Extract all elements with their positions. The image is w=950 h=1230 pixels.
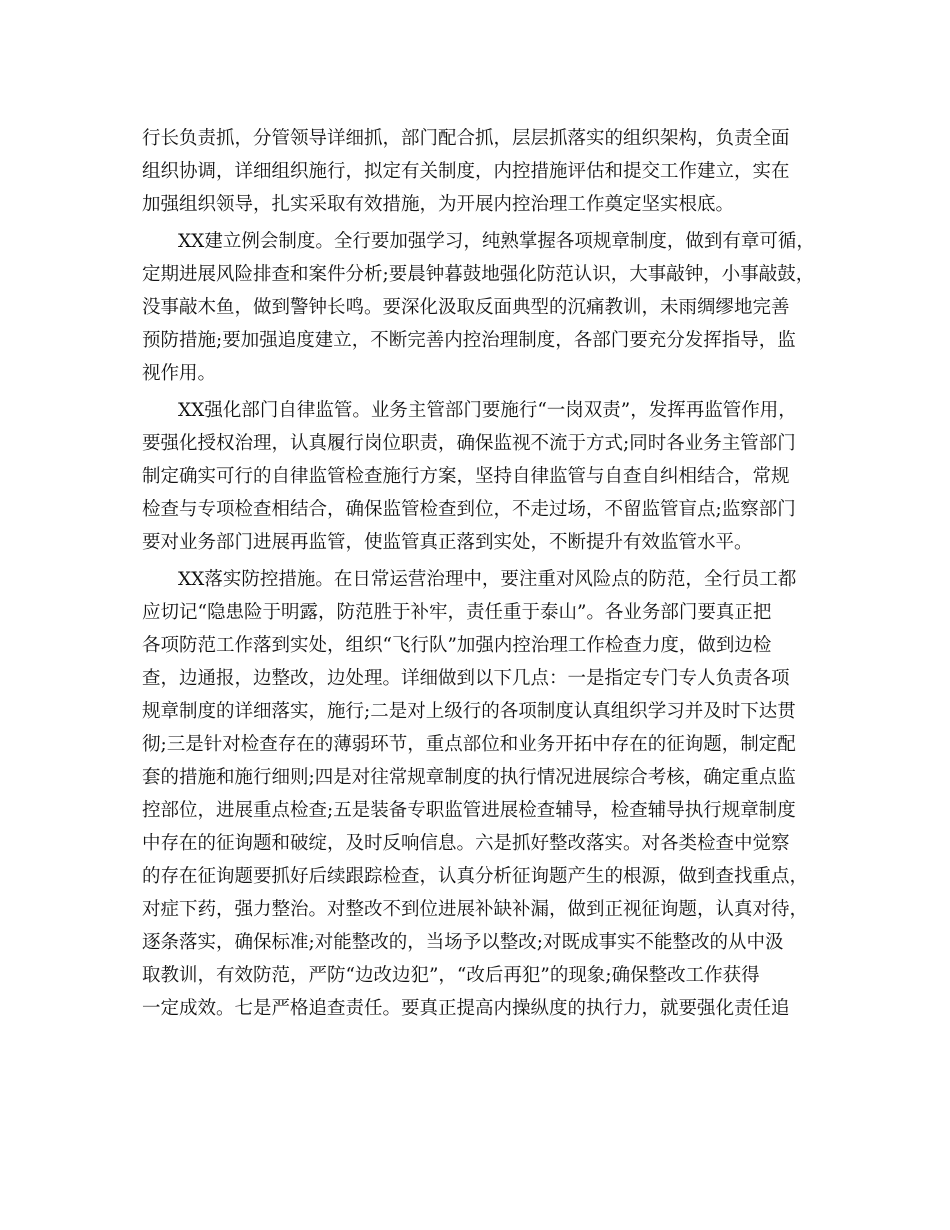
text-line: 行长负责抓，分管领导详细抓，部门配合抓，层层抓落实的组织架构，负责全面 <box>142 128 790 149</box>
text-line: XX落实防控措施。在日常运营治理中，要注重对风险点的防范，全行员工都 <box>178 569 797 590</box>
text-line: 预防措施;要加强追度建立，不断完善内控治理制度，各部门要充分发挥指导，监 <box>142 330 796 351</box>
paragraph-1 <box>142 122 822 221</box>
text-line: 加强组织领导，扎实采取有效措施，为开展内控治理工作奠定坚实根底。 <box>142 194 735 215</box>
text-line: 彻;三是针对检查存在的薄弱环节，重点部位和业务开拓中存在的征询题，制定配 <box>142 734 796 755</box>
text-line: 查，边通报，边整改，边处理。详细做到以下几点：一是指定专门专人负责各项 <box>142 668 790 689</box>
text-line: 各项防范工作落到实处，组织“飞行队”加强内控治理工作检查力度，做到边检 <box>142 635 772 656</box>
text-line: 对症下药，强力整治。对整改不到位进展补缺补漏，做到正视征询题，认真对待， <box>142 899 809 920</box>
document-body <box>142 122 822 1025</box>
text-line: 视作用。 <box>142 363 217 384</box>
text-line: 应切记“隐患险于明露，防范胜于补牢，责任重于泰山”。各业务部门要真正把 <box>142 602 772 623</box>
text-line: 没事敲木鱼，做到警钟长鸣。要深化汲取反面典型的沉痛教训，未雨绸缪地完善 <box>142 297 790 318</box>
text-line: 规章制度的详细落实，施行;二是对上级行的各项制度认真组织学习并及时下达贯 <box>142 701 796 722</box>
text-line: 套的措施和施行细则;四是对往常规章制度的执行情况进展综合考核，确定重点监 <box>142 767 796 788</box>
paragraph-3 <box>142 394 822 559</box>
text-line: 制定确实可行的自律监管检查施行方案，坚持自律监管与自查自纠相结合，常规 <box>142 466 790 487</box>
text-line: 要对业务部门进展再监管，使监管真正落到实处，不断提升有效监管水平。 <box>142 532 753 553</box>
text-line: 中存在的征询题和破绽，及时反响信息。六是抓好整改落实。对各类检查中觉察 <box>142 833 790 854</box>
text-line: 组织协调，详细组织施行，拟定有关制度，内控措施评估和提交工作建立，实在 <box>142 161 790 182</box>
text-line: 定期进展风险排查和案件分析;要晨钟暮鼓地强化防范认识，大事敲钟，小事敲鼓， <box>142 264 815 285</box>
text-line: XX强化部门自律监管。业务主管部门要施行“一岗双责”，发挥再监管作用， <box>178 400 797 421</box>
text-line: 逐条落实，确保标准;对能整改的，当场予以整改;对既成事实不能整改的从中汲 <box>142 932 784 953</box>
text-line: 一定成效。七是严格追查责任。要真正提高内操纵度的执行力，就要强化责任追 <box>142 998 790 1019</box>
text-line: 的存在征询题要抓好后续跟踪检查，认真分析征询题产生的根源，做到查找重点， <box>142 866 809 887</box>
text-line: 控部位，进展重点检查;五是装备专职监管进展检查辅导，检查辅导执行规章制度 <box>142 800 796 821</box>
text-line: XX建立例会制度。全行要加强学习，纯熟掌握各项规章制度，做到有章可循， <box>178 231 815 252</box>
paragraph-4 <box>142 563 822 1025</box>
paragraph-2 <box>142 225 822 390</box>
text-line: 检查与专项检查相结合，确保监管检查到位，不走过场，不留监管盲点;监察部门 <box>142 499 796 520</box>
text-line: 取教训，有效防范，严防“边改边犯”，“改后再犯”的现象;确保整改工作获得 <box>142 965 760 986</box>
text-line: 要强化授权治理，认真履行岗位职责，确保监视不流于方式;同时各业务主管部门 <box>142 433 796 454</box>
